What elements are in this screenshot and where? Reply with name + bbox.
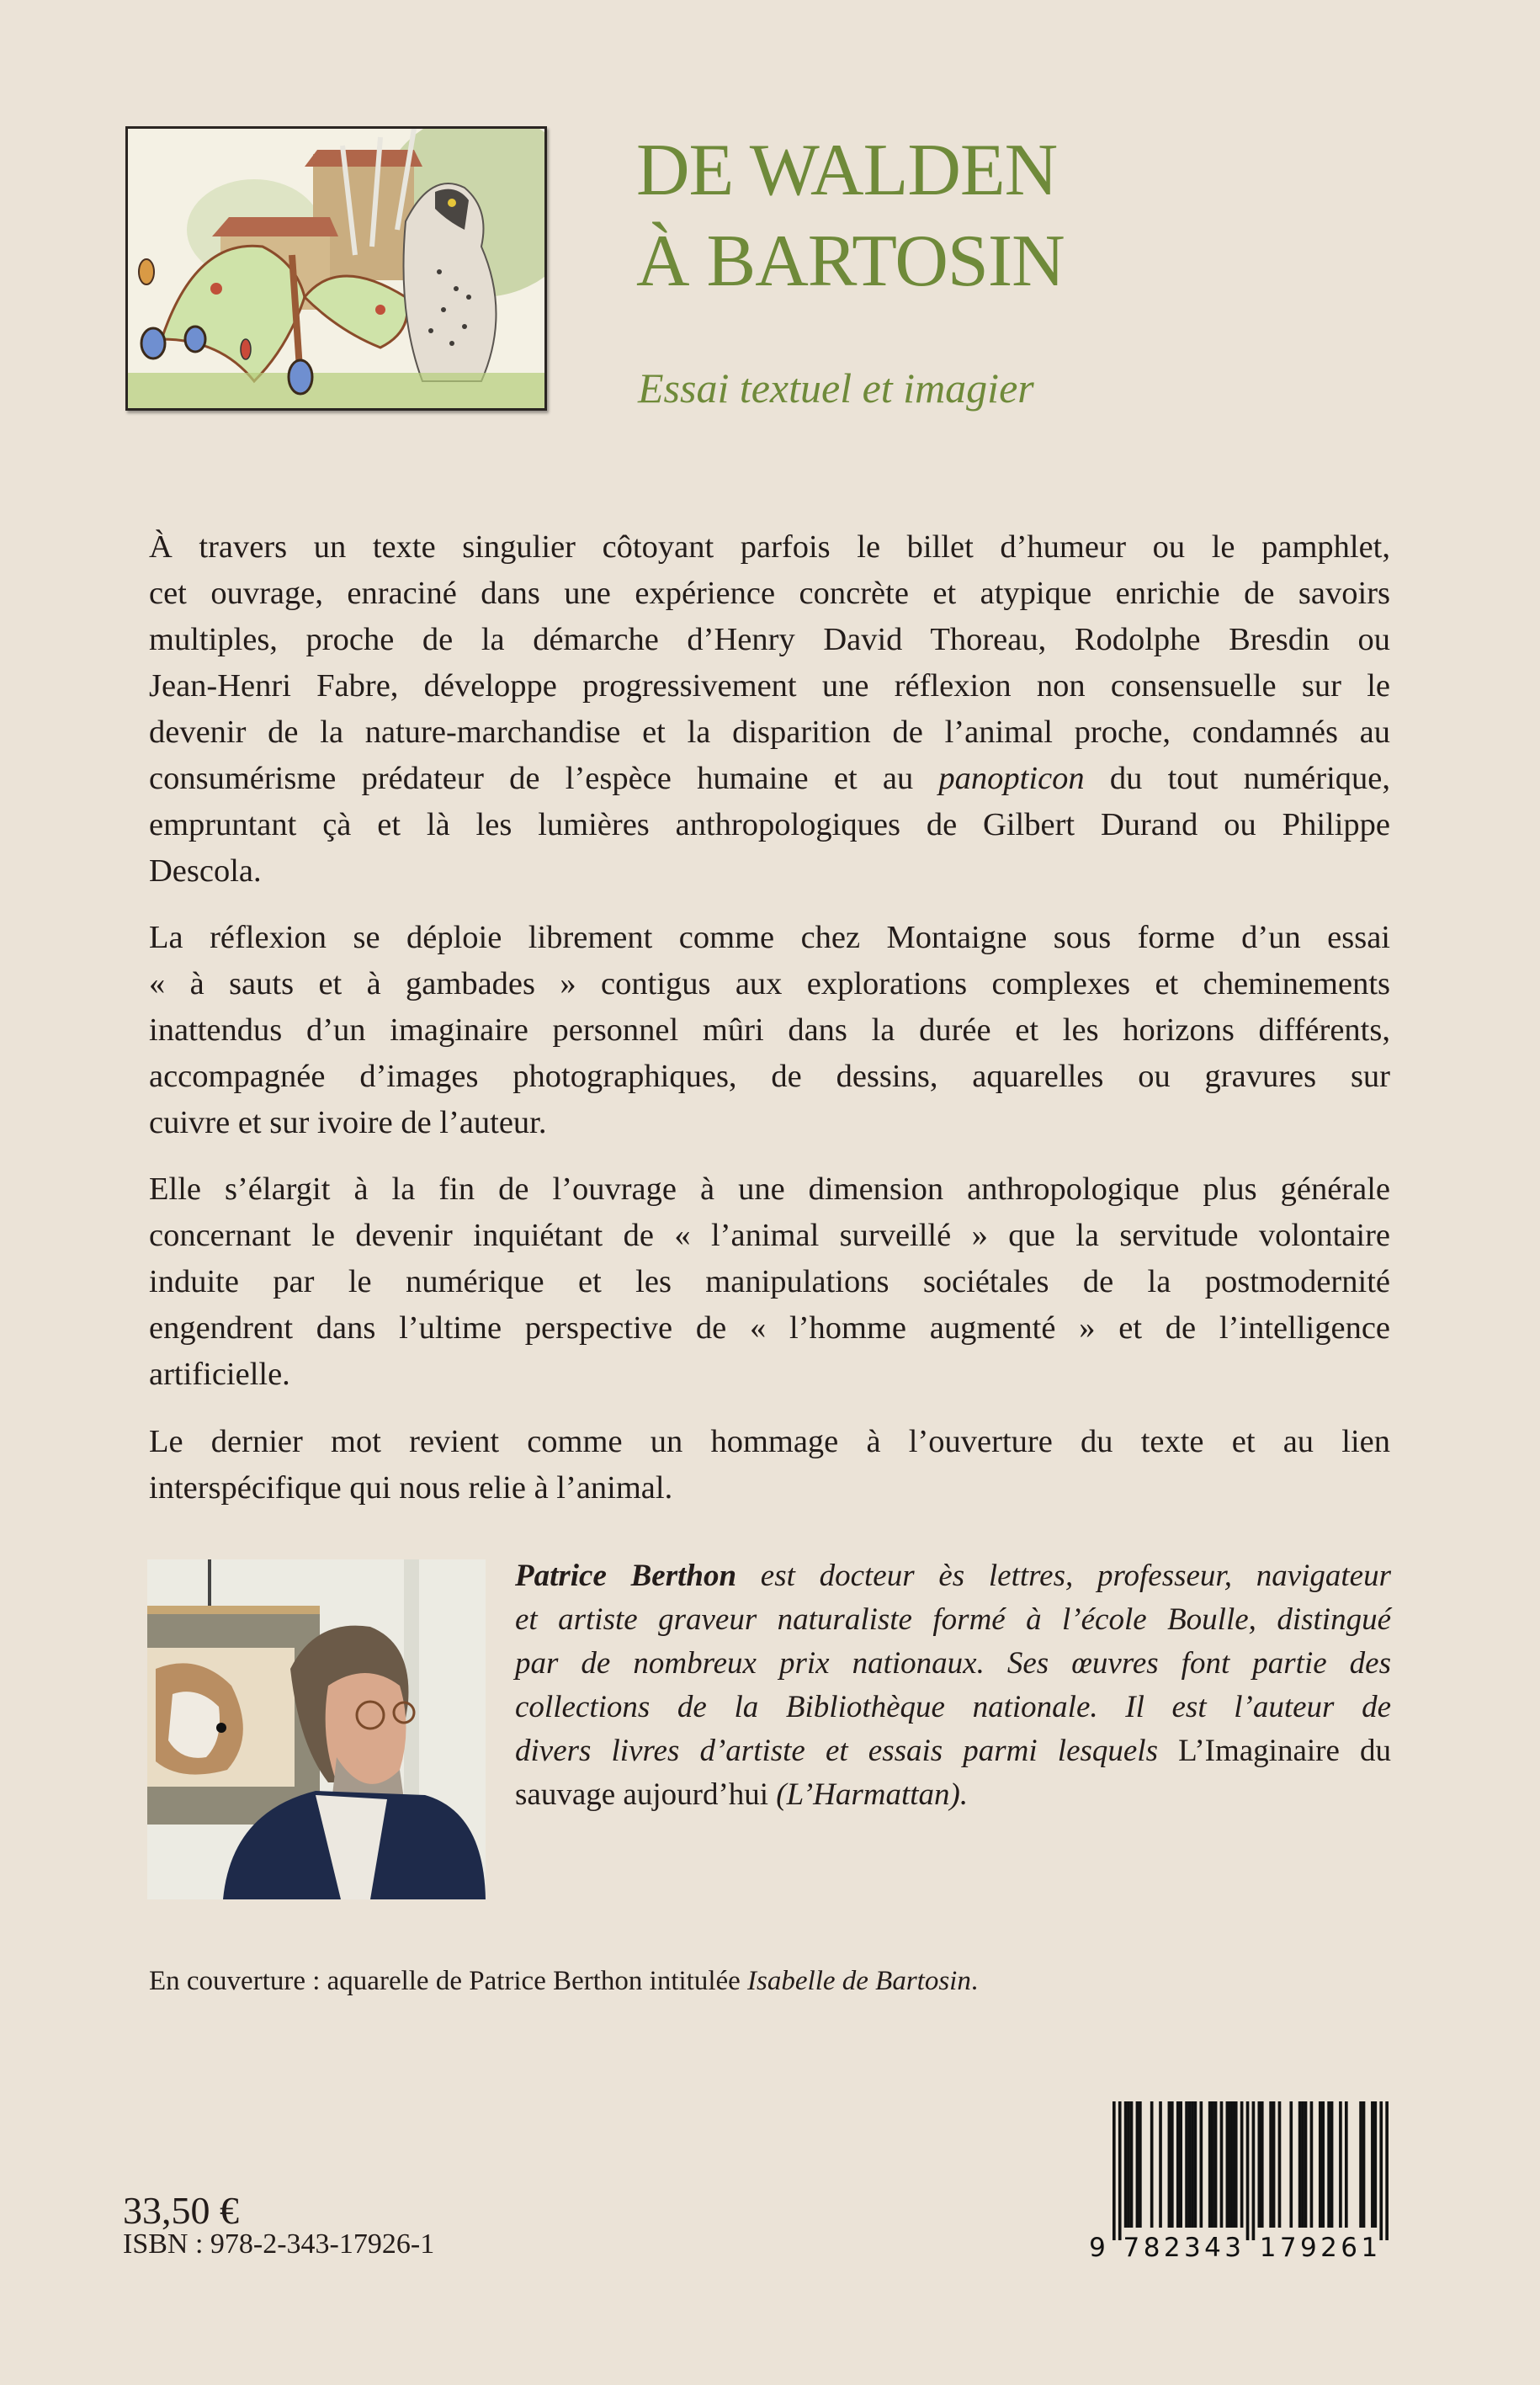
barcode-bar (1371, 2101, 1374, 2228)
barcode-bar (1139, 2101, 1142, 2228)
artwork-title: Isabelle de Bartosin (747, 1966, 971, 1996)
text-segment: artificielle. (149, 1357, 290, 1392)
barcode-bar (1220, 2101, 1224, 2228)
bio-line (515, 1598, 1391, 1642)
isbn-barcode (1086, 2099, 1397, 2267)
barcode-bar (1188, 2101, 1192, 2228)
text-line (149, 709, 1390, 756)
text-line (149, 1213, 1390, 1259)
text-line (149, 1054, 1390, 1100)
barcode-bar (1124, 2101, 1128, 2228)
emphasis-text: panopticon (938, 761, 1085, 796)
barcode-digit: 1 (1361, 2233, 1378, 2263)
bio-line (515, 1686, 1391, 1729)
book-title-line2: À BARTOSIN (636, 220, 1065, 302)
barcode-bar (1327, 2101, 1330, 2228)
barcode-digit: 9 (1089, 2233, 1106, 2263)
barcode-bar (1379, 2101, 1383, 2240)
text-segment: consumérisme prédateur de l’espèce humaine et au (149, 761, 939, 796)
text-segment: cuivre et sur ivoire de l’auteur. (149, 1105, 547, 1140)
text-line (149, 1166, 1390, 1213)
cover-watercolor-image (125, 126, 547, 411)
barcode-bar (1113, 2101, 1116, 2240)
text-line (149, 1465, 1390, 1511)
barcode-bar (1374, 2101, 1378, 2228)
isbn: ISBN : 978-2-343-17926-1 (123, 2228, 435, 2260)
barcode-bar (1304, 2101, 1308, 2228)
text-segment: Elle s’élargit à la fin de l’ouvrage à une dimension anthropologique plus générale (149, 1171, 1390, 1207)
text-segment: multiples, proche de la démarche d’Henry David Thoreau, Rodolphe Bresdin ou (149, 622, 1390, 657)
barcode-bar (1359, 2101, 1362, 2228)
text-segment: La réflexion se déploie librement comme chez Montaigne sous forme d’un essai (149, 920, 1390, 955)
barcode-bar (1310, 2101, 1314, 2228)
barcode-bar (1191, 2101, 1194, 2228)
bio-text: par de nombreux prix nationaux. Ses œuvres font partie des (515, 1646, 1391, 1681)
barcode-digit: 3 (1224, 2233, 1242, 2263)
text-line (149, 1419, 1390, 1465)
text-segment: induite par le numérique et les manipulations sociétales de la postmodernité (149, 1264, 1390, 1299)
bio-text: divers livres d’artiste et essais parmi lesquels (515, 1734, 1179, 1768)
barcode-digit: 8 (1143, 2233, 1160, 2263)
barcode-bar (1330, 2101, 1334, 2228)
text-line (149, 617, 1390, 663)
barcode-digit: 6 (1341, 2233, 1358, 2263)
text-line (149, 1352, 1390, 1398)
barcode-bar (1130, 2101, 1134, 2228)
text-line (149, 571, 1390, 617)
barcode-bar (1179, 2101, 1182, 2228)
text-line (149, 915, 1390, 961)
text-segment: empruntant çà et là les lumières anthropologiques de Gilbert Durand ou Philippe (149, 807, 1390, 842)
text-segment: Le dernier mot revient comme un hommage à l’ouverture du texte et au lien (149, 1424, 1390, 1459)
text-line (149, 524, 1390, 571)
book-subtitle: Essai textuel et imagier (638, 364, 1034, 412)
author-photo (147, 1559, 486, 1899)
text-segment: devenir de la nature-marchandise et la disparition de l’animal proche, condamnés au (149, 714, 1390, 750)
text-line (149, 1305, 1390, 1352)
bio-text: est docteur ès lettres, professeur, navigateur (736, 1559, 1391, 1593)
barcode-bar (1289, 2101, 1293, 2228)
barcode-bar (1150, 2101, 1154, 2228)
barcode-bar (1226, 2101, 1229, 2228)
bio-text: (L’Harmattan). (768, 1777, 969, 1812)
text-segment: inattendus d’un imaginaire personnel mûri dans la durée et les horizons différents, (149, 1012, 1390, 1048)
text-segment: À travers un texte singulier côtoyant parfois le billet d’humeur ou le pamphlet, (149, 529, 1390, 565)
barcode-bar (1319, 2101, 1322, 2228)
bio-line (515, 1642, 1391, 1686)
barcode-bar (1214, 2101, 1218, 2228)
barcode-digit: 2 (1163, 2233, 1181, 2263)
text-segment: Jean-Henri Fabre, développe progressivement une réflexion non consensuelle sur le (149, 668, 1390, 704)
author-name: Patrice Berthon (515, 1559, 737, 1593)
author-portrait (147, 1559, 486, 1899)
barcode-bar (1298, 2101, 1302, 2228)
barcode-digit: 1 (1259, 2233, 1277, 2263)
text-line (149, 961, 1390, 1007)
bio-line (515, 1554, 1391, 1598)
barcode-digit: 4 (1204, 2233, 1221, 2263)
blurb-paragraph-3 (149, 1166, 1390, 1398)
bio-line (515, 1773, 1391, 1817)
barcode-bar (1231, 2101, 1235, 2228)
text-line (149, 848, 1390, 895)
caption-text: En couverture : aquarelle de Patrice Berthon intitulée (149, 1966, 748, 1996)
barcode-bar (1301, 2101, 1304, 2228)
text-line (149, 802, 1390, 848)
barcode-digit: 7 (1123, 2233, 1140, 2263)
barcode-digit: 2 (1320, 2233, 1337, 2263)
blurb-paragraph-4 (149, 1419, 1390, 1511)
text-line (149, 1259, 1390, 1305)
caption-suffix: . (970, 1966, 979, 1996)
barcode-bar (1118, 2101, 1122, 2240)
barcode-bar (1258, 2101, 1261, 2228)
barcode-bar (1176, 2101, 1180, 2228)
book-title: sauvage aujourd’hui (515, 1777, 769, 1812)
author-bio (515, 1554, 1391, 1817)
text-segment: « à sauts et à gambades » contigus aux explorations complexes et cheminements (149, 966, 1390, 1001)
barcode-bar (1235, 2101, 1238, 2228)
barcode-bar (1269, 2101, 1272, 2228)
barcode-bar (1168, 2101, 1171, 2228)
barcode-bar (1261, 2101, 1264, 2228)
bio-line (515, 1729, 1391, 1773)
barcode-bar (1127, 2101, 1130, 2228)
text-segment: interspécifique qui nous relie à l’animal. (149, 1470, 673, 1506)
blurb-paragraph-2 (149, 915, 1390, 1146)
blurb-paragraph-1 (149, 524, 1390, 895)
text-line (149, 756, 1390, 802)
barcode-bar (1345, 2101, 1348, 2228)
book-title: L’Imaginaire du (1178, 1734, 1391, 1768)
bio-text: collections de la Bibliothèque nationale. Il est l’auteur de (515, 1690, 1391, 1724)
text-segment: engendrent dans l’ultime perspective de « l’homme augmenté » et de l’intelligence (149, 1310, 1390, 1346)
barcode-bar (1171, 2101, 1174, 2228)
text-line (149, 1007, 1390, 1054)
barcode-bar (1339, 2101, 1342, 2228)
barcode-bar (1385, 2101, 1389, 2240)
barcode-digit: 7 (1279, 2233, 1297, 2263)
barcode-bar (1194, 2101, 1197, 2228)
text-segment: concernant le devenir inquiétant de « l’animal surveillé » que la servitude volontaire (149, 1218, 1390, 1253)
text-line (149, 663, 1390, 709)
text-segment: du tout numérique, (1084, 761, 1390, 796)
barcode-bar (1240, 2101, 1244, 2228)
barcode-digit: 9 (1300, 2233, 1317, 2263)
cover-credit-caption (149, 1966, 978, 1997)
barcode-digit: 3 (1184, 2233, 1201, 2263)
price: 33,50 € (123, 2189, 239, 2232)
barcode-bar (1362, 2101, 1366, 2228)
barcode-bar (1159, 2101, 1162, 2228)
barcode-bar (1321, 2101, 1325, 2228)
barcode-bar (1208, 2101, 1212, 2228)
barcode-bar (1200, 2101, 1203, 2228)
text-segment: Descola. (149, 853, 262, 889)
barcode-bar (1185, 2101, 1188, 2228)
text-segment: accompagnée d’images photographiques, de dessins, aquarelles ou gravures sur (149, 1059, 1390, 1094)
barcode-bar (1252, 2101, 1256, 2240)
barcode-bar (1278, 2101, 1282, 2228)
watercolor-illustration (128, 129, 544, 408)
text-line (149, 1100, 1390, 1146)
text-segment: cet ouvrage, enraciné dans une expérience concrète et atypique enrichie de savoirs (149, 576, 1390, 611)
barcode-bar (1136, 2101, 1139, 2228)
barcode-bar (1229, 2101, 1232, 2228)
book-title-line1: DE WALDEN (636, 130, 1058, 211)
bio-text: et artiste graveur naturaliste formé à l’école Boulle, distingué (515, 1602, 1391, 1637)
barcode-bar (1246, 2101, 1250, 2240)
barcode-bar (1211, 2101, 1214, 2228)
barcode-bar (1272, 2101, 1276, 2228)
